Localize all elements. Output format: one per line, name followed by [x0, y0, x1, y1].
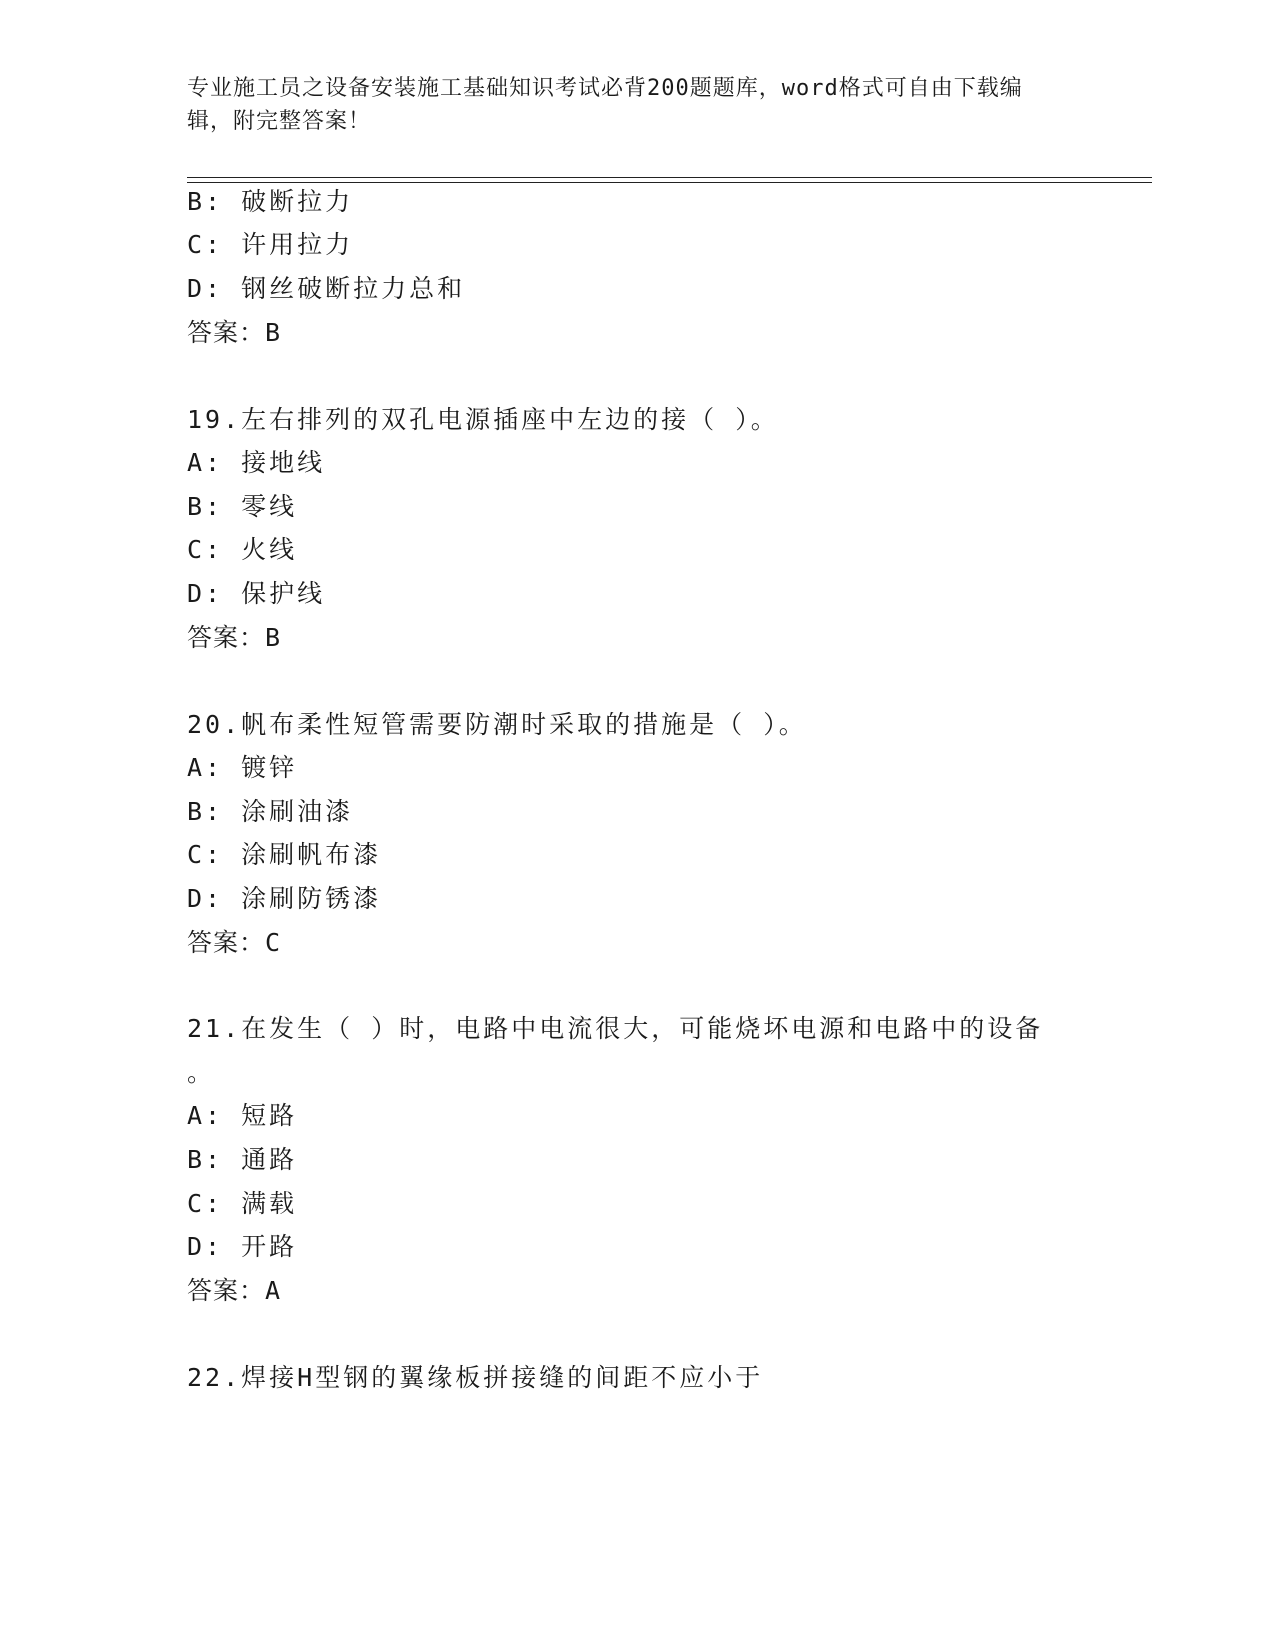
- q19-question: 19.左右排列的双孔电源插座中左边的接（ ）。: [187, 405, 779, 434]
- q18-option-b: B: 破断拉力: [187, 187, 354, 216]
- q18-answer: [187, 317, 281, 349]
- answer-label: 答案：: [187, 318, 266, 347]
- answer-label: 答案：: [187, 928, 266, 957]
- q20-option-c: C: 涂刷帆布漆: [187, 840, 382, 869]
- header-divider-top: [187, 177, 1152, 178]
- q20-answer: [187, 927, 281, 959]
- header-divider-bottom: [187, 182, 1152, 183]
- q21-option-c: C: 满载: [187, 1189, 298, 1218]
- answer-value: A: [265, 1276, 282, 1305]
- answer-value: B: [265, 318, 282, 347]
- q21-question: 21.在发生（ ）时，电路中电流很大，可能烧坏电源和电路中的设备: [187, 1014, 1044, 1043]
- q21-option-d: D: 开路: [187, 1232, 298, 1261]
- q18-option-d: D: 钢丝破断拉力总和: [187, 274, 466, 303]
- q20-option-a: A: 镀锌: [187, 753, 298, 782]
- q19-option-c: C: 火线: [187, 535, 298, 564]
- document-header-title: 专业施工员之设备安装施工基础知识考试必背200题题库，word格式可自由下载编辑，附完整答案！: [187, 76, 1023, 134]
- answer-label: 答案：: [187, 623, 266, 652]
- q20-question: 20.帆布柔性短管需要防潮时采取的措施是（ ）。: [187, 710, 807, 739]
- q21-option-b: B: 通路: [187, 1145, 298, 1174]
- q21-answer: [187, 1275, 281, 1307]
- answer-label: 答案：: [187, 1276, 266, 1305]
- answer-value: B: [265, 623, 282, 652]
- q22-question: 22.焊接H型钢的翼缘板拼接缝的间距不应小于: [187, 1363, 764, 1392]
- q20-option-d: D: 涂刷防锈漆: [187, 884, 382, 913]
- q21-question-continued: 。: [187, 1058, 216, 1087]
- q20-option-b: B: 涂刷油漆: [187, 797, 354, 826]
- q19-answer: [187, 622, 281, 654]
- answer-value: C: [265, 928, 282, 957]
- q18-option-c: C: 许用拉力: [187, 230, 354, 259]
- q19-option-b: B: 零线: [187, 492, 298, 521]
- q19-option-a: A: 接地线: [187, 448, 326, 477]
- q21-option-a: A: 短路: [187, 1101, 298, 1130]
- q19-option-d: D: 保护线: [187, 579, 326, 608]
